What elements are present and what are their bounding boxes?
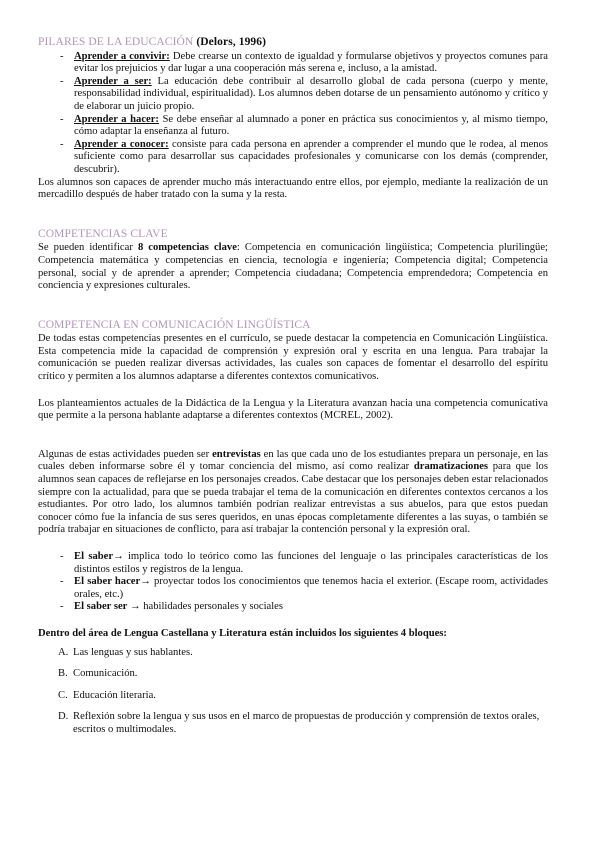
list-item: D. Reflexión sobre la lengua y sus usos en el marco de propuestas de producción y comprensión de textos orales, escritos o multimodales. (58, 711, 540, 735)
item-text: consiste para cada persona en aprender a comprender el mundo que le rodea, al menos suficiente como para desarrollar sus capacidades profesionales y comunicarse con los demás (comprender, descubrir). (74, 138, 548, 175)
section-heading-competencias: COMPETENCIAS CLAVE (38, 227, 168, 240)
section-heading-pilares (38, 36, 548, 49)
item-text: Se debe enseñar al alumnado a poner en práctica sus conocimientos y, al mismo tiempo, cómo adaptar la enseñanza al futuro. (74, 113, 548, 138)
section-heading-comunicacion: COMPETENCIA EN COMUNICACIÓN LINGÜÍSTICA (38, 318, 311, 331)
heading-citation: (Delors, 1996) (196, 36, 267, 48)
competencias-paragraph: Se pueden identificar 8 competencias clave: Competencia en comunicación lingüística; Competencia plurilingüe; Competencia matemática y competencias en ciencia, tecnología e ingeniería; Competencia digital; Competencia personal, social y de aprender a aprender; Competencia ciudadana; Competencia emprendedora; Competencia en conciencia y expresiones culturales. (38, 242, 548, 292)
list-item: A. Las lenguas y sus hablantes. (58, 646, 193, 658)
item-text: Comunicación. (73, 668, 138, 680)
list-item: - Aprender a convivir: Debe crearse un contexto de igualdad y formularse objetivos y proyectos comunes para evitar los prejuicios y dar lugar a una cooperación más serena e, incluso, a la amistad. (60, 50, 548, 75)
item-text: → implica todo lo teórico como las funciones del lenguaje o las principales características de los distintos estilos y registros de la lengua. (74, 551, 548, 575)
item-term: Aprender a convivir: (74, 50, 170, 62)
list-item: - El saber→ implica todo lo teórico como las funciones del lenguaje o las principales características de los distintos estilos y registros de la lengua. (60, 551, 548, 575)
list-item: - Aprender a hacer: Se debe enseñar al alumnado a poner en práctica sus conocimientos y, al mismo tiempo, cómo adaptar la enseñanza al futuro. (60, 113, 548, 138)
item-text: → proyectar todos los conocimientos que tenemos hacia el exterior. (Escape room, actividades orales, etc.) (74, 576, 548, 600)
list-item: - El saber hacer→ proyectar todos los conocimientos que tenemos hacia el exterior. (Escape room, actividades orales, etc.) (60, 576, 548, 600)
list-item: B. Comunicación. (58, 668, 138, 680)
item-text: Las lenguas y sus hablantes. (73, 646, 193, 658)
comunicacion-paragraph-1: De todas estas competencias presentes en el currículo, se puede destacar la competencia en Comunicación Lingüística. Esta competencia mide la capacidad de comprensión y expresión oral y escrita en una lengua. Para trabajar la comunicación se pueden realizar diversas actividades, las cuales son capaces de fomentar el desarrollo del espíritu crítico y permiten a los alumnos adaptarse a diferentes contextos comunicativos. (38, 333, 548, 383)
item-term: El saber hacer (74, 576, 141, 588)
pilares-list (60, 51, 548, 177)
bloques-list (58, 647, 548, 737)
bloques-title: Dentro del área de Lengua Castellana y Literatura están incluidos los siguientes 4 bloques: (38, 627, 447, 639)
item-text: Educación literaria. (73, 689, 156, 701)
heading-text: PILARES DE LA EDUCACIÓN (38, 36, 194, 48)
pilares-closing-paragraph: Los alumnos son capaces de aprender mucho más interactuando entre ellos, por ejemplo, mediante la realización de un mercadillo después de haber tratado con la suma y la resta. (38, 176, 548, 201)
term-entrevistas: entrevistas (212, 448, 261, 460)
item-term: Aprender a ser: (74, 75, 152, 87)
item-term: Aprender a conocer: (74, 138, 169, 150)
item-text: Reflexión sobre la lengua y sus usos en el marco de propuestas de producción y comprensión de textos orales, escritos o multimodales. (73, 711, 540, 735)
item-text: La educación debe contribuir al desarrollo global de cada persona (cuerpo y mente, responsabilidad individual, espiritualidad). Los alumnos deben dotarse de un pensamiento autónomo y crítico y de elaborar un juicio propio. (74, 75, 548, 112)
comunicacion-paragraph-3: Algunas de estas actividades pueden ser entrevistas en las que cada uno de los estudiantes prepara un personaje, en las cuales deben informarse sobre él y tomar conciencia del mismo, así como realizar dramatizaciones para que los alumnos sean capaces de reflejarse en los personajes creados. Cabe destacar que los personajes deben estar relacionados siempre con la actualidad, para que se pueda trabajar el tema de la comunicación en diferentes contextos cercanos a los estudiantes. Por otro lado, los alumnos también podrían realizar entrevistas a sus abuelos, para que estos puedan conocer cómo fue la infancia de sus seres queridos, en unas épocas completamente diferentes a las suyas, o también se podría trabajar en situaciones de conflicto, para así trabajar la contención personal y la expresión oral. (38, 448, 549, 536)
competencias-count: 8 competencias clave (137, 242, 237, 254)
item-text: → habilidades personales y sociales (127, 601, 283, 613)
list-item: - Aprender a ser: La educación debe contribuir al desarrollo global de cada persona (cuerpo y mente, responsabilidad individual, espiritualidad). Los alumnos deben dotarse de un pensamiento autónomo y crítico y de elaborar un juicio propio. (60, 75, 548, 112)
comunicacion-paragraph-2: Los planteamientos actuales de la Didáctica de la Lengua y la Literatura avanzan hacia una competencia comunicativa que permite a la persona hablante adaptarse a diferentes contextos (MCREL, 2002). (38, 397, 548, 422)
item-text: Debe crearse un contexto de igualdad y formularse objetivos y proyectos comunes para evitar los prejuicios y dar lugar a una cooperación más serena e, incluso, a la amistad. (74, 50, 548, 75)
list-item: - El saber ser → habilidades personales y sociales (60, 601, 283, 613)
item-term: El saber (74, 551, 114, 562)
list-item: - Aprender a conocer: consiste para cada persona en aprender a comprender el mundo que le rodea, al menos suficiente como para desarrollar sus capacidades profesionales y comunicarse con los demás (comprender, descubrir). (60, 138, 548, 175)
term-dramatizaciones: dramatizaciones (413, 461, 489, 473)
item-term: Aprender a hacer: (74, 113, 159, 125)
list-item: C. Educación literaria. (58, 689, 156, 701)
saberes-list (60, 551, 548, 614)
item-term: El saber ser (74, 601, 128, 613)
